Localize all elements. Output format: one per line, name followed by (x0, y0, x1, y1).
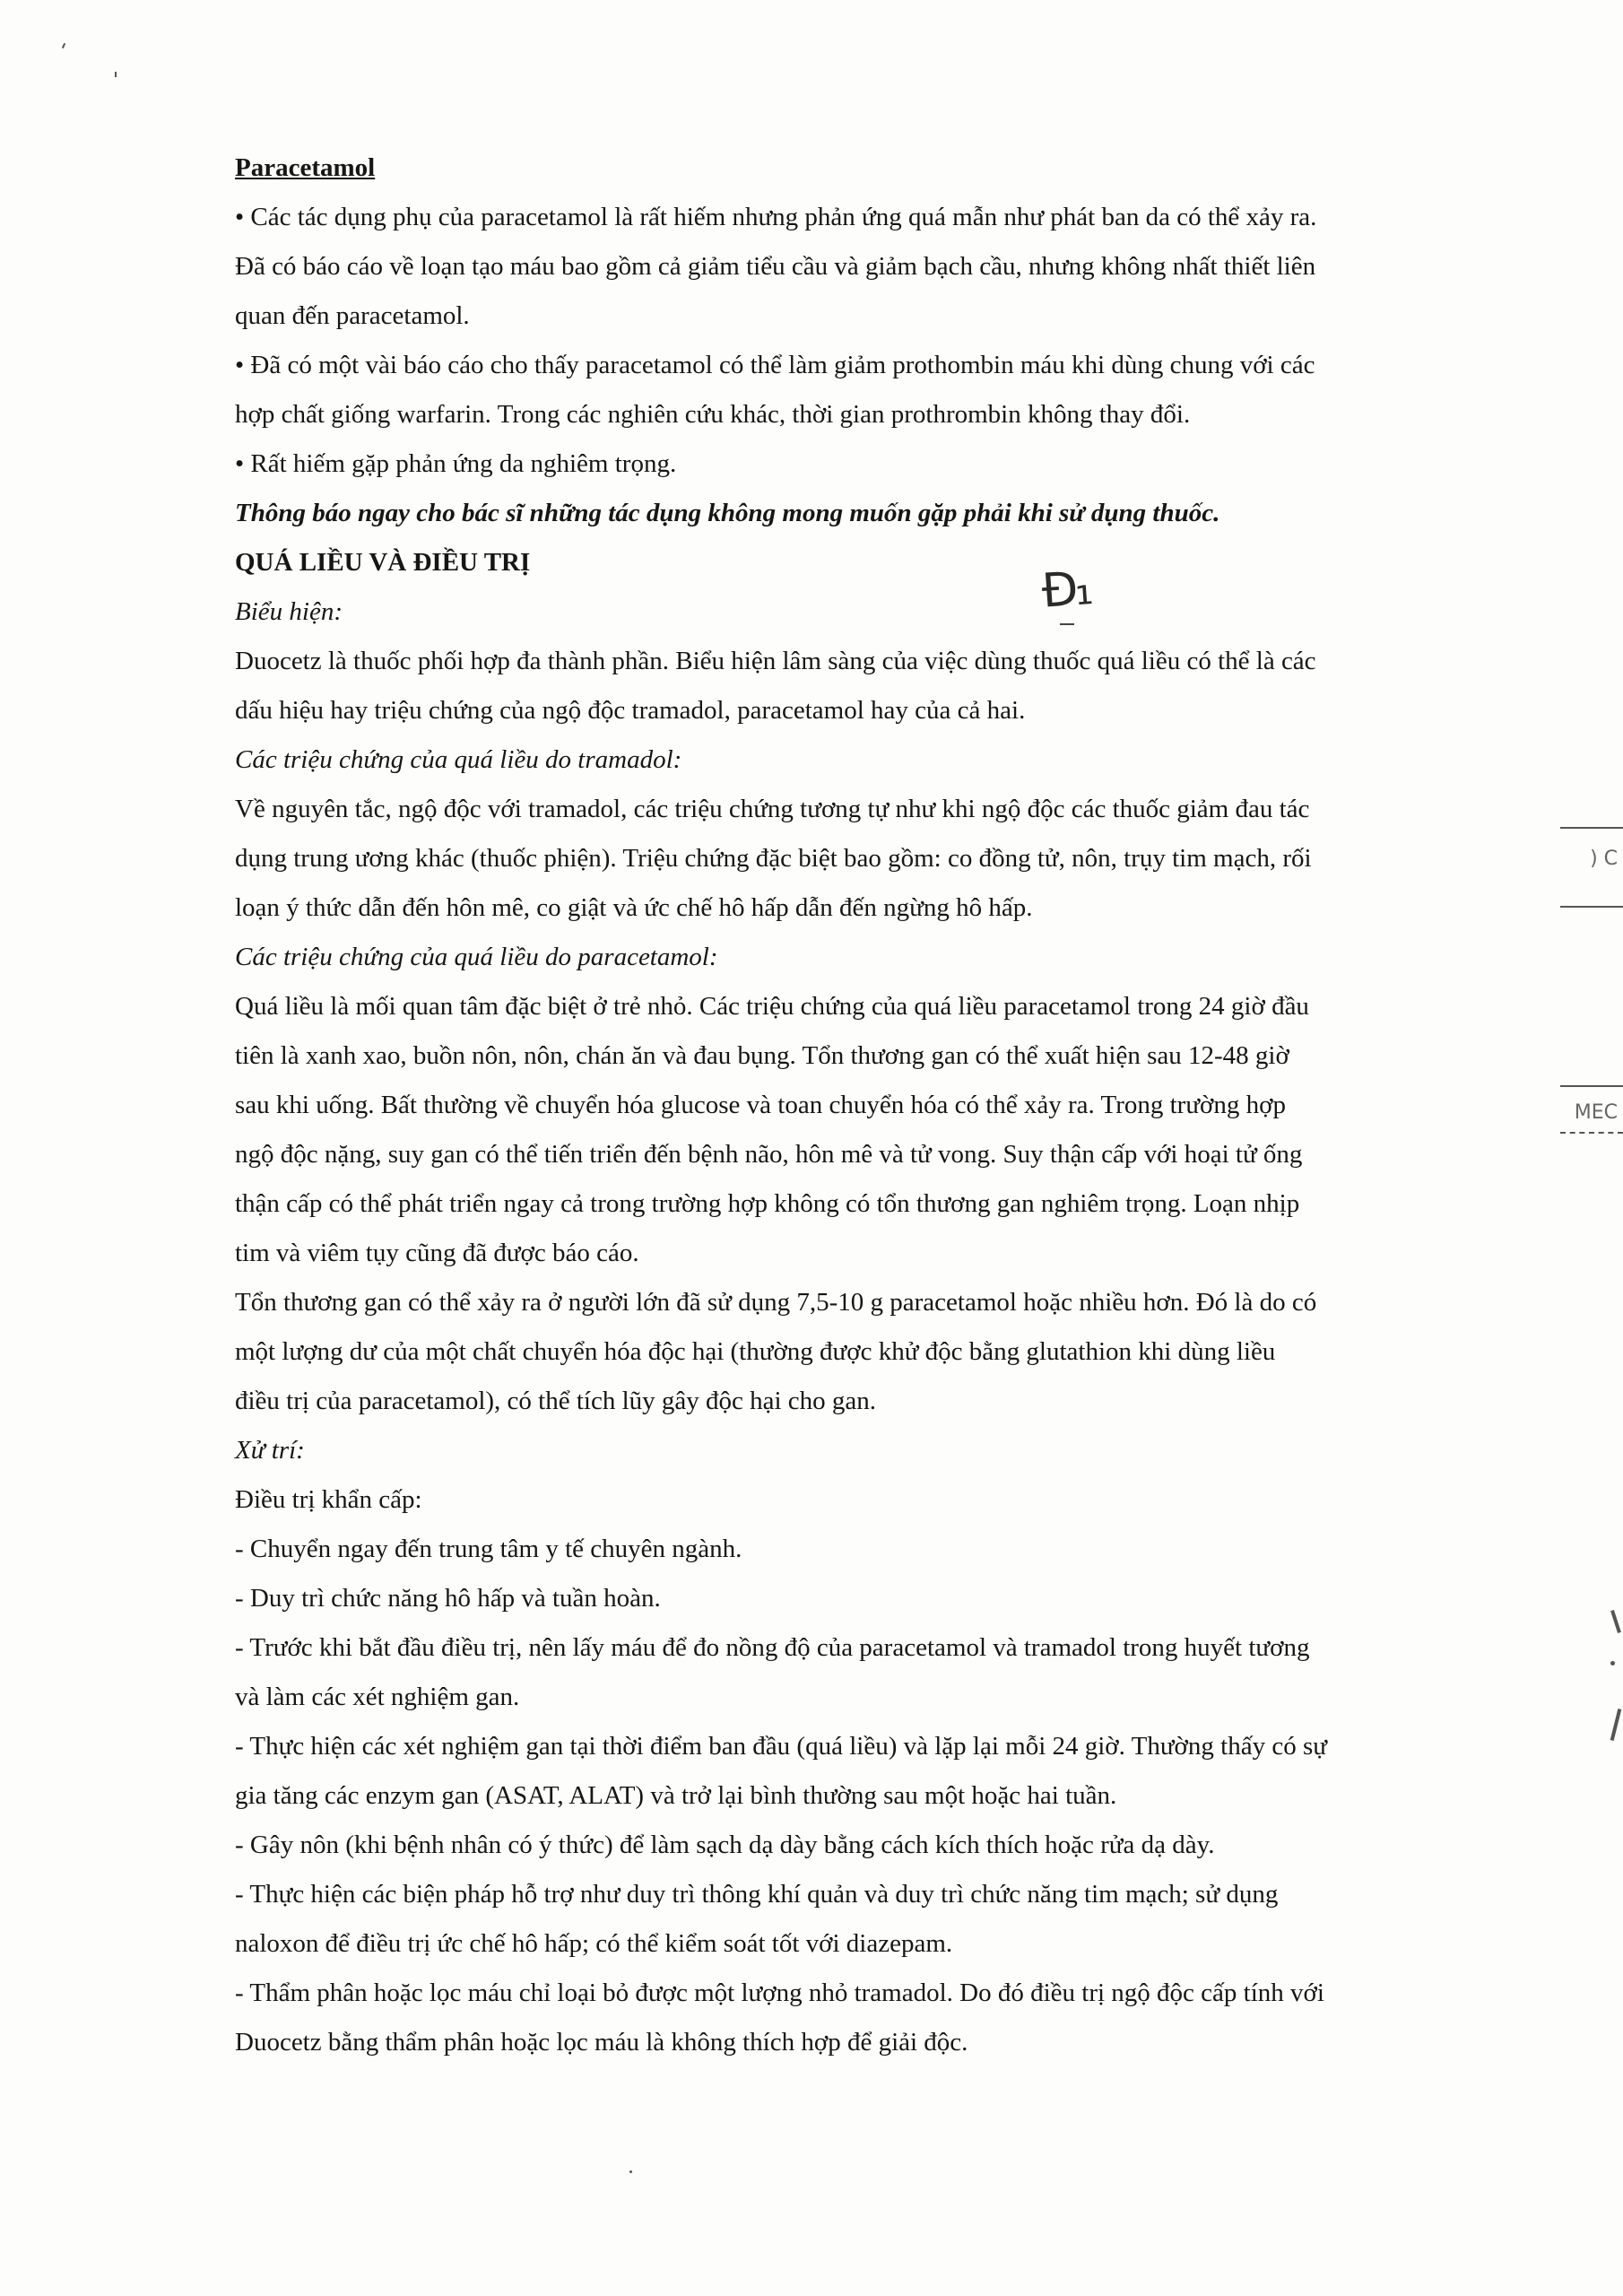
text-line: - Gây nôn (khi bệnh nhân có ý thức) để làm sạch dạ dày bằng cách kích thích hoặc rửa dạ dày. (235, 1831, 1215, 1859)
stamp-edge-line-top (1560, 827, 1623, 829)
text-line: sau khi uống. Bất thường về chuyển hóa glucose và toan chuyển hóa có thể xảy ra. Trong trường hợp (235, 1091, 1286, 1119)
text-line: naloxon để điều trị ức chế hô hấp; có thể kiểm soát tốt với diazepam. (235, 1929, 953, 1958)
text-line: - Trước khi bắt đầu điều trị, nên lấy máu để đo nồng độ của paracetamol và tramadol trong huyết tương (235, 1633, 1310, 1662)
text-line: Tổn thương gan có thể xảy ra ở người lớn đã sử dụng 7,5-10 g paracetamol hoặc nhiều hơn. Đó là do có (235, 1288, 1317, 1317)
text-line: - Duy trì chức năng hô hấp và tuần hoàn. (235, 1584, 661, 1613)
text-line: - Thực hiện các biện pháp hỗ trợ như duy trì thông khí quản và duy trì chức năng tim mạch; sử dụng (235, 1880, 1279, 1909)
text-line: Duocetz bằng thẩm phân hoặc lọc máu là không thích hợp để giải độc. (235, 2028, 968, 2057)
document-body (235, 144, 1401, 2067)
text-line: Về nguyên tắc, ngộ độc với tramadol, các triệu chứng tương tự như khi ngộ độc các thuốc giảm đau tác (235, 795, 1310, 823)
text-line: dấu hiệu hay triệu chứng của ngộ độc tramadol, paracetamol hay của cả hai. (235, 696, 1026, 725)
handwritten-initial: Đ₁ (1039, 561, 1092, 619)
text-line: và làm các xét nghiệm gan. (235, 1683, 520, 1711)
stamp-edge-text-2: MEC (1574, 1101, 1618, 1124)
text-line: tim và viêm tụy cũng đã được báo cáo. (235, 1239, 639, 1267)
text-line: Xử trí: (235, 1436, 305, 1465)
text-line: Đã có báo cáo về loạn tạo máu bao gồm cả giảm tiểu cầu và giảm bạch cầu, nhưng không nhất thiết liên (235, 252, 1316, 281)
text-line: Paracetamol (235, 153, 376, 182)
scan-speck (115, 72, 117, 77)
text-line: • Rất hiếm gặp phản ứng da nghiêm trọng. (235, 449, 677, 478)
stamp-edge-mark (1610, 1610, 1621, 1633)
text-line: thận cấp có thể phát triển ngay cả trong trường hợp không có tổn thương gan nghiêm trọng. Loạn nhịp (235, 1189, 1300, 1218)
text-line: Biểu hiện: (235, 597, 343, 626)
text-line: loạn ý thức dẫn đến hôn mê, co giật và ức chế hô hấp dẫn đến ngừng hô hấp. (235, 893, 1033, 922)
text-line: hợp chất giống warfarin. Trong các nghiên cứu khác, thời gian prothrombin không thay đổi. (235, 400, 1191, 429)
text-line: Điều trị khẩn cấp: (235, 1485, 422, 1514)
text-line: điều trị của paracetamol), có thể tích lũy gây độc hại cho gan. (235, 1387, 877, 1415)
text-line: Duocetz là thuốc phối hợp đa thành phần. Biểu hiện lâm sàng của việc dùng thuốc quá liều có thể là các (235, 647, 1316, 675)
stamp-edge-stroke (1610, 1709, 1622, 1741)
stamp-edge-line-bottom (1560, 1132, 1623, 1134)
text-line: QUÁ LIỀU VÀ ĐIỀU TRỊ (235, 548, 531, 577)
stamp-edge-dot (1610, 1661, 1615, 1665)
text-line: ngộ độc nặng, suy gan có thể tiến triển đến bệnh não, hôn mê và tử vong. Suy thận cấp với hoại tử ống (235, 1140, 1303, 1169)
text-line: - Thẩm phân hoặc lọc máu chỉ loại bỏ được một lượng nhỏ tramadol. Do đó điều trị ngộ độc cấp tính với (235, 1979, 1324, 2007)
stamp-edge-line-mid (1560, 906, 1623, 908)
stamp-edge-line-lower (1560, 1085, 1623, 1087)
text-line: một lượng dư của một chất chuyển hóa độc hại (thường được khử độc bằng glutathion khi dùng liều (235, 1337, 1276, 1366)
text-line: Thông báo ngay cho bác sĩ những tác dụng không mong muốn gặp phải khi sử dụng thuốc. (235, 499, 1220, 527)
text-line: Quá liều là mối quan tâm đặc biệt ở trẻ nhỏ. Các triệu chứng của quá liều paracetamol trong 24 giờ đầu (235, 992, 1309, 1021)
text-line: gia tăng các enzym gan (ASAT, ALAT) và trở lại bình thường sau một hoặc hai tuần. (235, 1781, 1117, 1810)
text-line: • Đã có một vài báo cáo cho thấy paracetamol có thể làm giảm prothombin máu khi dùng chung với các (235, 351, 1315, 379)
text-line: • Các tác dụng phụ của paracetamol là rất hiếm nhưng phản ứng quá mẫn như phát ban da có thể xảy ra. (235, 203, 1317, 231)
text-line: quan đến paracetamol. (235, 301, 470, 330)
handwritten-dash (1060, 623, 1074, 625)
text-line: - Thực hiện các xét nghiệm gan tại thời điểm ban đầu (quá liều) và lặp lại mỗi 24 giờ. Thường thấy có sự (235, 1732, 1327, 1761)
scan-speck (629, 2170, 632, 2173)
text-line: Các triệu chứng của quá liều do tramadol: (235, 745, 682, 774)
text-line: tiên là xanh xao, buồn nôn, nôn, chán ăn và đau bụng. Tổn thương gan có thể xuất hiện sau 12-48 giờ (235, 1041, 1289, 1070)
text-line: Các triệu chứng của quá liều do paracetamol: (235, 943, 718, 971)
stamp-edge-text-1: ) C (1590, 848, 1618, 870)
text-line: dụng trung ương khác (thuốc phiện). Triệu chứng đặc biệt bao gồm: co đồng tử, nôn, trụy tim mạch, rối (235, 844, 1312, 873)
text-line: - Chuyển ngay đến trung tâm y tế chuyên ngành. (235, 1535, 742, 1563)
scan-speck (62, 43, 65, 48)
